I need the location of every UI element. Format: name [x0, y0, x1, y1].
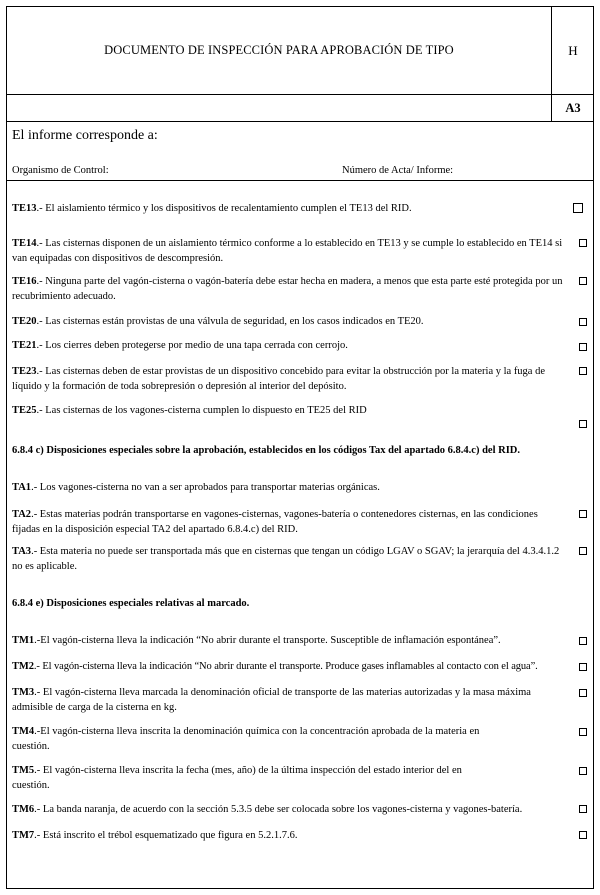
report-heading: El informe corresponde a: [12, 128, 158, 143]
item-code: TM3 [12, 687, 35, 698]
document-title: DOCUMENTO DE INSPECCIÓN PARA APROBACIÓN DE TIPO [7, 7, 552, 95]
item-code: TE21 [12, 340, 37, 351]
item-te20 [12, 315, 567, 330]
item-code: TM4 [12, 726, 35, 737]
checkbox-tm4[interactable] [579, 728, 587, 736]
checkbox-te23[interactable] [579, 367, 587, 375]
checkbox-te16[interactable] [579, 277, 587, 285]
item-text: .- Las cisternas deben de estar provistas de un dispositivo concebido para evitar la obstrucción por la materia y la fuga de líquido y la formación de toda sobrepresión o depresión al interior del depósito. [12, 366, 546, 392]
item-ta2 [12, 508, 567, 537]
item-text: .-El vagón-cisterna lleva la indicación “No abrir durante el transporte. Susceptible de inflamación espontánea”. [34, 635, 501, 646]
item-ta3 [12, 545, 567, 574]
item-code: TA1 [12, 482, 32, 493]
control-body-label: Organismo de Control: [12, 165, 109, 176]
item-text: .- Las cisternas disponen de un aislamiento térmico conforme a lo establecido en TE13 y se cumple lo establecido en TE14 si van equipadas con dispositivos de descompresión. [12, 238, 563, 264]
item-code: TM1 [12, 635, 35, 646]
item-code: TA3 [12, 546, 32, 557]
item-te16 [12, 275, 567, 304]
item-code: TE25 [12, 405, 37, 416]
checkbox-te13[interactable] [573, 203, 583, 213]
item-tm5 [12, 764, 472, 793]
checkbox-tm3[interactable] [579, 689, 587, 697]
checkbox-tm7[interactable] [579, 831, 587, 839]
item-code: TE13 [12, 203, 37, 214]
document-code: H [552, 7, 594, 95]
checkbox-tm1[interactable] [579, 637, 587, 645]
item-text: .- El vagón-cisterna lleva inscrita la fecha (mes, año) de la última inspección del estado interior del en cuestión. [12, 765, 462, 791]
item-code: TM5 [12, 765, 35, 776]
item-code: TM7 [12, 830, 35, 841]
item-te21 [12, 339, 567, 354]
page-reference: A3 [552, 95, 594, 122]
item-text: .- Ninguna parte del vagón-cisterna o vagón-batería debe estar hecha en madera, a menos que esta parte esté protegida por un recubrimiento adecuado. [12, 276, 563, 302]
checkbox-te21[interactable] [579, 343, 587, 351]
item-te23 [12, 365, 567, 394]
item-text: .- El vagón-cisterna lleva la indicación “No abrir durante el transporte. Produce gases inflamables al contacto con el agua”. [33, 661, 538, 672]
item-text: .- El aislamiento térmico y los dispositivos de recalentamiento cumplen el TE13 del RID. [36, 203, 412, 214]
item-tm1 [12, 634, 567, 649]
item-text: .- Los cierres deben protegerse por medio de una tapa cerrada con cerrojo. [36, 340, 348, 351]
item-text: .-El vagón-cisterna lleva inscrita la denominación química con la concentración aprobada de la materia en cuestión. [12, 726, 480, 752]
item-text: .- Las cisternas están provistas de una válvula de seguridad, en los casos indicados en TE20. [36, 316, 424, 327]
item-tm4 [12, 725, 492, 754]
checkbox-ta3[interactable] [579, 547, 587, 555]
report-info [7, 122, 594, 181]
item-code: TE20 [12, 316, 37, 327]
checkbox-tm6[interactable] [579, 805, 587, 813]
item-code: TE16 [12, 276, 37, 287]
checkbox-tm2[interactable] [579, 663, 587, 671]
item-text: .- La banda naranja, de acuerdo con la sección 5.3.5 debe ser colocada sobre los vagones-cisterna y vagones-batería. [34, 804, 523, 815]
item-code: TA2 [12, 509, 32, 520]
item-text: .- Está inscrito el trébol esquematizado que figura en 5.2.1.7.6. [34, 830, 298, 841]
header-blank-cell [7, 95, 552, 122]
item-code: TE23 [12, 366, 37, 377]
item-code: TM6 [12, 804, 35, 815]
checkbox-te25[interactable] [579, 420, 587, 428]
item-te25 [12, 404, 567, 419]
section-heading-684c: 6.8.4 c) Disposiciones especiales sobre la aprobación, establecidos en los códigos Tax del apartado 6.8.4.c) del RID. [12, 445, 521, 456]
report-number-label: Número de Acta/ Informe: [342, 165, 454, 176]
section-heading-684e: 6.8.4 e) Disposiciones especiales relativas al marcado. [12, 598, 250, 609]
item-text: .- Los vagones-cisterna no van a ser aprobados para transportar materias orgánicas. [31, 482, 380, 493]
item-tm3 [12, 686, 567, 715]
item-te13 [12, 202, 567, 217]
item-text: .- El vagón-cisterna lleva marcada la denominación oficial de transporte de las materias autorizadas y la masa máxima admisible de carga de la cisterna en kg. [12, 687, 531, 713]
checkbox-te20[interactable] [579, 318, 587, 326]
item-tm7 [12, 829, 567, 844]
checkbox-tm5[interactable] [579, 767, 587, 775]
item-tm2 [12, 660, 576, 675]
item-code: TE14 [12, 238, 37, 249]
item-code: TM2 [12, 661, 34, 672]
item-text: .- Las cisternas de los vagones-cisterna cumplen lo dispuesto en TE25 del RID [36, 405, 367, 416]
item-tm6 [12, 803, 567, 818]
checkbox-te14[interactable] [579, 239, 587, 247]
document-frame [6, 6, 594, 889]
item-te14 [12, 237, 567, 266]
item-ta1 [12, 481, 567, 496]
item-text: .- Estas materias podrán transportarse en vagones-cisternas, vagones-batería o contenedores cisternas, en las condiciones fijadas en la disposición especial TA2 del apartado 6.8.4.c) del RID. [12, 509, 538, 535]
item-text: .- Esta materia no puede ser transportada más que en cisternas que tengan un código LGAV o SGAV; la jerarquía del 4.3.4.1.2 no es aplicable. [12, 546, 560, 572]
checkbox-ta2[interactable] [579, 510, 587, 518]
